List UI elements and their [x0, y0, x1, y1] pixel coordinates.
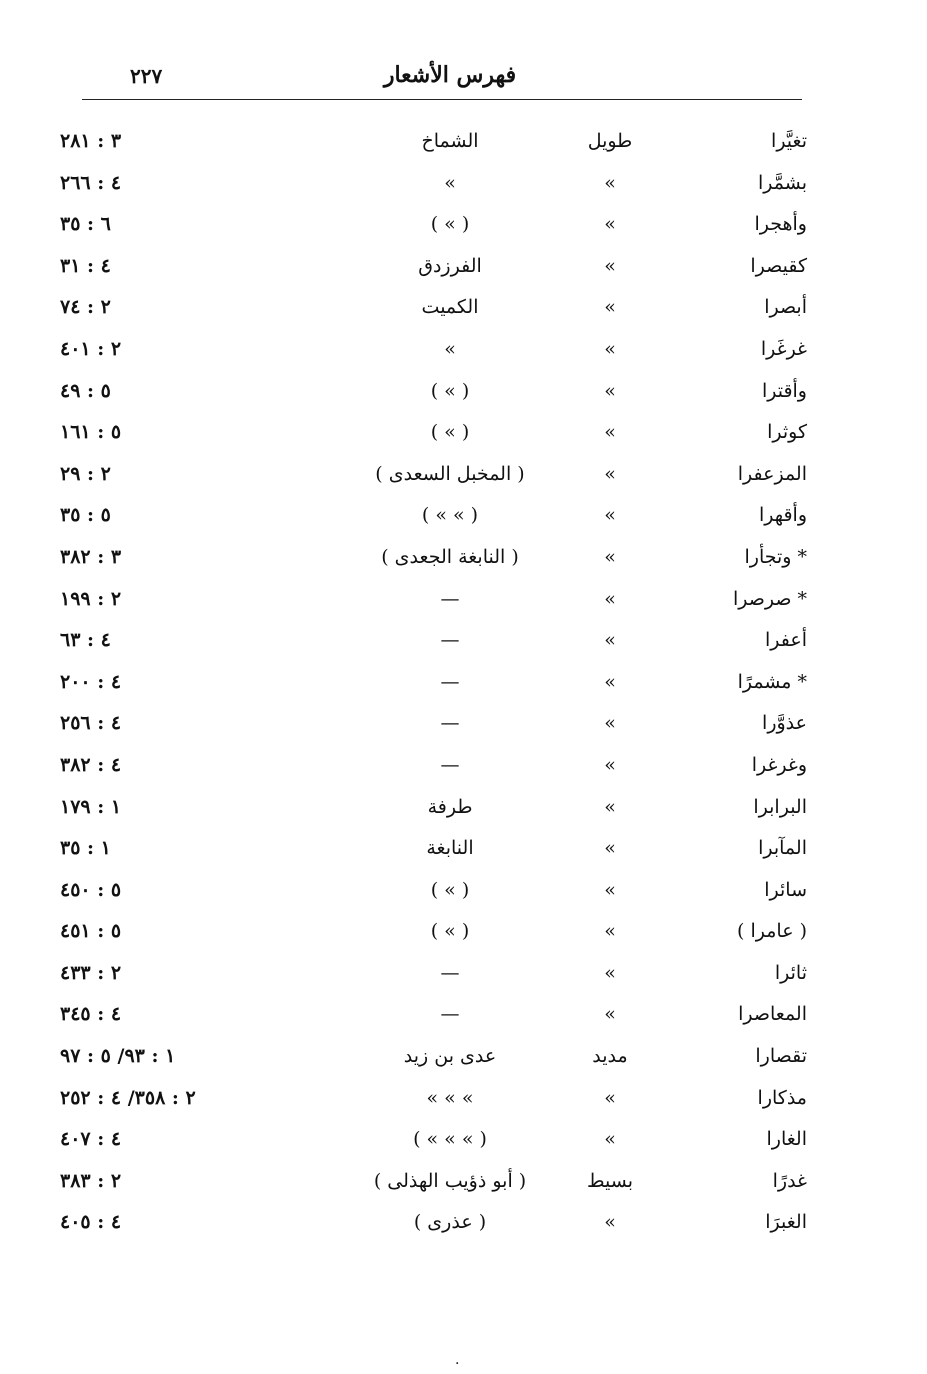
table-row [0, 786, 927, 828]
rhyme-cell: وأهجرا [754, 213, 807, 236]
meter-cell: » [604, 753, 616, 776]
poet-cell: عدى بن زيد [403, 1045, 497, 1068]
poet-cell: ( » » ) [421, 504, 479, 527]
meter-cell: » [604, 878, 616, 901]
poet-cell: » [444, 337, 456, 360]
table-row [0, 869, 927, 911]
table-row [0, 1035, 927, 1077]
reference-cell: ٤ : ٤٠٥ [60, 1211, 122, 1234]
rhyme-cell: المآبرا [758, 837, 807, 860]
reference-cell: ٤ : ٣٤٥ [60, 1003, 122, 1026]
poet-cell: ( » ) [430, 379, 470, 402]
table-row [0, 494, 927, 536]
meter-cell: » [604, 421, 616, 444]
reference-cell: ٢ : ٣٥٨/ ٤ : ٢٥٢ [60, 1086, 196, 1109]
meter-cell: » [604, 1086, 616, 1109]
index-table [0, 120, 927, 1243]
meter-cell: » [604, 795, 616, 818]
rhyme-cell: * مشمرًا [737, 670, 807, 693]
meter-cell: مديد [592, 1045, 628, 1068]
table-row [0, 453, 927, 495]
reference-cell: ٢ : ٤٣٣ [60, 961, 122, 984]
reference-cell: ٥ : ١٦١ [60, 421, 122, 444]
header-rule [82, 99, 802, 100]
meter-cell: » [604, 1211, 616, 1234]
reference-cell: ٥ : ٤٥٠ [60, 878, 122, 901]
table-row [0, 1077, 927, 1119]
rhyme-cell: الغارا [766, 1128, 807, 1151]
poet-cell: — [440, 587, 460, 610]
table-row [0, 1201, 927, 1243]
rhyme-cell: ثائرا [774, 961, 807, 984]
table-row [0, 286, 927, 328]
meter-cell: » [604, 920, 616, 943]
table-row [0, 993, 927, 1035]
poet-cell: — [440, 961, 460, 984]
reference-cell: ٣ : ٢٨١ [60, 130, 122, 152]
rhyme-cell: أبصرا [764, 296, 807, 319]
table-row [0, 411, 927, 453]
rhyme-cell: المعاصرا [738, 1003, 807, 1026]
rhyme-cell: مذكارا [757, 1086, 807, 1109]
rhyme-cell: وأقترا [761, 379, 807, 402]
poet-cell: — [440, 629, 460, 652]
table-row [0, 370, 927, 412]
meter-cell: » [604, 337, 616, 360]
poet-cell: ( » » » ) [413, 1128, 487, 1151]
rhyme-cell: البرابرا [753, 795, 807, 818]
reference-cell: ٢ : ٤٠١ [60, 337, 122, 360]
rhyme-cell: الغبرَا [765, 1211, 807, 1234]
poet-cell: — [440, 670, 460, 693]
table-row [0, 536, 927, 578]
poet-cell: طرفة [427, 795, 473, 818]
reference-cell: ٢ : ٢٩ [60, 462, 111, 485]
table-row [0, 827, 927, 869]
reference-cell: ٥ : ٣٥ [60, 504, 111, 527]
reference-cell: ١ : ١٧٩ [60, 795, 122, 818]
page-number: ٢٢٧ [130, 64, 163, 88]
page-title: فهرس الأشعار [383, 62, 517, 88]
rhyme-cell: تقصارا [755, 1045, 807, 1068]
reference-cell: ٤ : ٢٥٦ [60, 712, 122, 735]
poet-cell: ( أبو ذؤيب الهذلى ) [373, 1169, 527, 1192]
meter-cell: » [604, 171, 616, 194]
rhyme-cell: بشمَّرا [758, 171, 807, 194]
reference-cell: ٤ : ٣١ [60, 254, 111, 277]
poet-cell: ( عذرى ) [413, 1211, 487, 1234]
rhyme-cell: * صرصرا [732, 587, 807, 610]
table-row [0, 744, 927, 786]
rhyme-cell: سائرا [764, 878, 807, 901]
rhyme-cell: * وتجأرا [744, 545, 807, 568]
rhyme-cell: تغيَّرا [771, 130, 807, 152]
meter-cell: » [604, 213, 616, 236]
table-row [0, 203, 927, 245]
table-row [0, 162, 927, 204]
meter-cell: » [604, 1003, 616, 1026]
rhyme-cell: المزعفرا [737, 462, 807, 485]
meter-cell: » [604, 587, 616, 610]
rhyme-cell: غرغَرا [760, 337, 807, 360]
meter-cell: » [604, 961, 616, 984]
table-row [0, 702, 927, 744]
table-row [0, 1160, 927, 1202]
reference-cell: ٢ : ١٩٩ [60, 587, 122, 610]
reference-cell: ٤ : ٤٠٧ [60, 1128, 122, 1151]
table-row [0, 328, 927, 370]
meter-cell: طويل [587, 130, 633, 152]
reference-cell: ٤ : ٢٠٠ [60, 670, 122, 693]
page-footer-mark: . [455, 1352, 460, 1368]
poet-cell: » » » [426, 1086, 474, 1109]
table-row [0, 245, 927, 287]
table-row [0, 1118, 927, 1160]
meter-cell: » [604, 670, 616, 693]
meter-cell: » [604, 379, 616, 402]
rhyme-cell: غدرًا [772, 1169, 807, 1192]
table-row [0, 952, 927, 994]
poet-cell: — [440, 753, 460, 776]
poet-cell: » [444, 171, 456, 194]
reference-cell: ٥ : ٤٩ [60, 379, 111, 402]
meter-cell: » [604, 462, 616, 485]
rhyme-cell: عذوَّرا [762, 712, 807, 735]
reference-cell: ٣ : ٣٨٢ [60, 545, 122, 568]
reference-cell: ٥ : ٤٥١ [60, 920, 122, 943]
poet-cell: الفرزدق [418, 254, 482, 277]
rhyme-cell: وغرغرا [751, 753, 807, 776]
reference-cell: ١ : ٣٥ [60, 837, 111, 860]
poet-cell: ( » ) [430, 421, 470, 444]
poet-cell: ( المخبل السعدى ) [375, 462, 525, 485]
reference-cell: ١ : ٩٣/ ٥ : ٩٧ [60, 1045, 176, 1068]
rhyme-cell: أعفرا [765, 629, 807, 652]
table-row [0, 578, 927, 620]
poet-cell: ( » ) [430, 920, 470, 943]
poet-cell: — [440, 1003, 460, 1026]
rhyme-cell: كوثرا [767, 421, 807, 444]
meter-cell: » [604, 254, 616, 277]
meter-cell: » [604, 629, 616, 652]
reference-cell: ٢ : ٣٨٣ [60, 1169, 122, 1192]
meter-cell: » [604, 545, 616, 568]
meter-cell: بسيط [586, 1169, 633, 1192]
poet-cell: النابغة [426, 837, 474, 860]
poet-cell: ( » ) [430, 878, 470, 901]
rhyme-cell: كقيصرا [750, 254, 807, 277]
reference-cell: ٤ : ٢٦٦ [60, 171, 122, 194]
table-row [0, 910, 927, 952]
reference-cell: ٤ : ٦٣ [60, 629, 111, 652]
rhyme-cell: وأقهرا [758, 504, 807, 527]
poet-cell: ( » ) [430, 213, 470, 236]
poet-cell: ( النابغة الجعدى ) [381, 545, 519, 568]
meter-cell: » [604, 1128, 616, 1151]
reference-cell: ٤ : ٣٨٢ [60, 753, 122, 776]
table-row [0, 619, 927, 661]
reference-cell: ٦ : ٣٥ [60, 213, 111, 236]
meter-cell: » [604, 712, 616, 735]
meter-cell: » [604, 504, 616, 527]
rhyme-cell: ( عامرا ) [737, 920, 807, 943]
table-row [0, 661, 927, 703]
poet-cell: الكميت [421, 296, 479, 319]
poet-cell: الشماخ [421, 130, 479, 152]
meter-cell: » [604, 296, 616, 319]
table-row [0, 120, 927, 162]
reference-cell: ٢ : ٧٤ [60, 296, 111, 319]
poet-cell: — [440, 712, 460, 735]
meter-cell: » [604, 837, 616, 860]
